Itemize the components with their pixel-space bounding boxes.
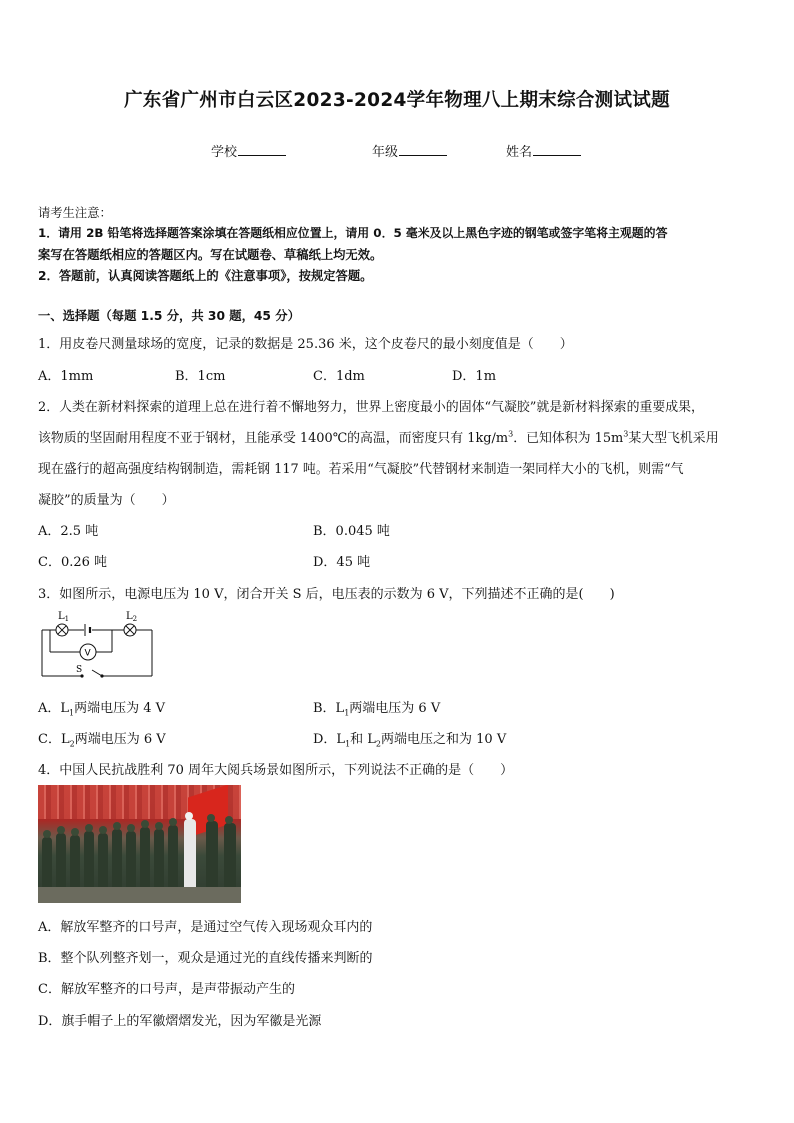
q2-option-b[interactable]: B．0.045 吨 bbox=[313, 524, 390, 539]
notice-item1-line2: 案写在答题纸相应的答题区内。写在试题卷、草稿纸上均无效。 bbox=[38, 248, 383, 262]
label-l1: $L_1$ bbox=[58, 611, 70, 623]
q2-option-a[interactable]: A．2.5 吨 bbox=[38, 524, 99, 539]
notice-heading: 请考生注意： bbox=[38, 206, 112, 220]
grade-field bbox=[372, 141, 447, 160]
q3-d-sub2: 2 bbox=[375, 739, 382, 749]
grade-blank[interactable] bbox=[399, 143, 447, 156]
q1-option-a[interactable]: A．1mm bbox=[38, 369, 94, 384]
q1-option-c[interactable]: C．1dm bbox=[313, 369, 365, 384]
q3-a-sub: 1 bbox=[69, 708, 75, 718]
notice-item2: 2．答题前，认真阅读答题纸上的《注意事项》，按规定答题。 bbox=[38, 269, 373, 283]
q3-d-post: 两端电压之和为 10 V bbox=[381, 732, 507, 747]
q3-d-sub: 1 bbox=[345, 739, 351, 749]
parade-photo bbox=[38, 785, 241, 903]
school-field bbox=[211, 141, 286, 160]
q2-line2 bbox=[38, 427, 719, 446]
q3-c-pre: C．L bbox=[38, 732, 70, 747]
q4-option-d[interactable]: D．旗手帽子上的军徽熠熠发光，因为军徽是光源 bbox=[38, 1014, 322, 1029]
q2-line4: 凝胶”的质量为（ ） bbox=[38, 493, 175, 508]
q3-option-b[interactable] bbox=[313, 697, 440, 718]
q2-option-d[interactable]: D．45 吨 bbox=[313, 555, 371, 570]
label-v: V bbox=[84, 648, 91, 659]
q2-line2-sup: 3 bbox=[508, 429, 514, 439]
q2-line1: 2．人类在新材料探索的道理上总在进行着不懈地努力，世界上密度最小的固体“气凝胶”就是新材料探索的重要成果， bbox=[38, 400, 704, 415]
grade-label: 年级 bbox=[372, 145, 399, 160]
q1-option-d[interactable]: D．1m bbox=[452, 369, 497, 384]
q2-option-c[interactable]: C．0.26 吨 bbox=[38, 555, 108, 570]
q4-option-c[interactable]: C．解放军整齐的口号声，是声带振动产生的 bbox=[38, 982, 295, 997]
page-title: 广东省广州市白云区2023-2024学年物理八上期末综合测试试题 bbox=[124, 90, 670, 111]
name-label: 姓名 bbox=[506, 145, 533, 160]
q3-c-sub: 2 bbox=[69, 739, 75, 749]
q1-stem: 1．用皮卷尺测量球场的宽度，记录的数据是 25.36 米，这个皮卷尺的最小刻度值是（ ） bbox=[38, 337, 573, 352]
q4-stem: 4．中国人民抗战胜利 70 周年大阅兵场景如图所示，下列说法不正确的是（ ） bbox=[38, 763, 514, 778]
label-l2: $L_2$ bbox=[126, 611, 138, 623]
q2-line2-part-b: ．已知体积为 15m bbox=[513, 431, 624, 446]
notice-item1-line1: 1．请用 2B 铅笔将选择题答案涂填在答题纸相应位置上，请用 0．5 毫米及以上黑色字迹的钢笔或签字笔将主观题的答 bbox=[38, 226, 668, 240]
q3-circuit-diagram bbox=[36, 606, 158, 682]
q3-option-a[interactable] bbox=[38, 697, 165, 718]
school-blank[interactable] bbox=[238, 143, 286, 156]
q3-option-d[interactable] bbox=[313, 728, 506, 749]
school-label: 学校 bbox=[211, 145, 238, 160]
q3-option-c[interactable] bbox=[38, 728, 166, 749]
q3-c-post: 两端电压为 6 V bbox=[74, 732, 166, 747]
q3-d-pre: D．L bbox=[313, 732, 346, 747]
q3-b-pre: B．L bbox=[313, 701, 345, 716]
q2-line2-part-a: 该物质的坚固耐用程度不亚于钢材，且能承受 1400℃的高温，而密度只有 1kg/m bbox=[38, 431, 509, 446]
q2-line2-sup2: 3 bbox=[623, 429, 629, 439]
q2-line3: 现在盛行的超高强度结构钢制造，需耗钢 117 吨。若采用“气凝胶”代替钢材来制造一架同样大小的飞机，则需“气 bbox=[38, 462, 684, 477]
q4-option-b[interactable]: B．整个队列整齐划一，观众是通过光的直线传播来判断的 bbox=[38, 951, 373, 966]
parade-photo-ground bbox=[38, 887, 241, 903]
name-blank[interactable] bbox=[533, 143, 581, 156]
section1-heading: 一、选择题（每题 1.5 分，共 30 题，45 分） bbox=[38, 309, 300, 323]
q3-a-post: 两端电压为 4 V bbox=[74, 701, 166, 716]
name-field bbox=[506, 141, 581, 160]
q3-d-mid: 和 L bbox=[350, 732, 376, 747]
q1-option-b[interactable]: B．1cm bbox=[175, 369, 226, 384]
q2-line2-part-c: 某大型飞机采用 bbox=[628, 431, 719, 446]
q4-option-a[interactable]: A．解放军整齐的口号声，是通过空气传入现场观众耳内的 bbox=[38, 920, 373, 935]
q3-b-post: 两端电压为 6 V bbox=[349, 701, 441, 716]
q3-a-pre: A．L bbox=[38, 701, 70, 716]
q3-stem: 3．如图所示，电源电压为 10 V，闭合开关 S 后，电压表的示数为 6 V，下列描述不正确的是( ) bbox=[38, 587, 615, 602]
q3-b-sub: 1 bbox=[344, 708, 350, 718]
label-s: S bbox=[76, 665, 83, 675]
